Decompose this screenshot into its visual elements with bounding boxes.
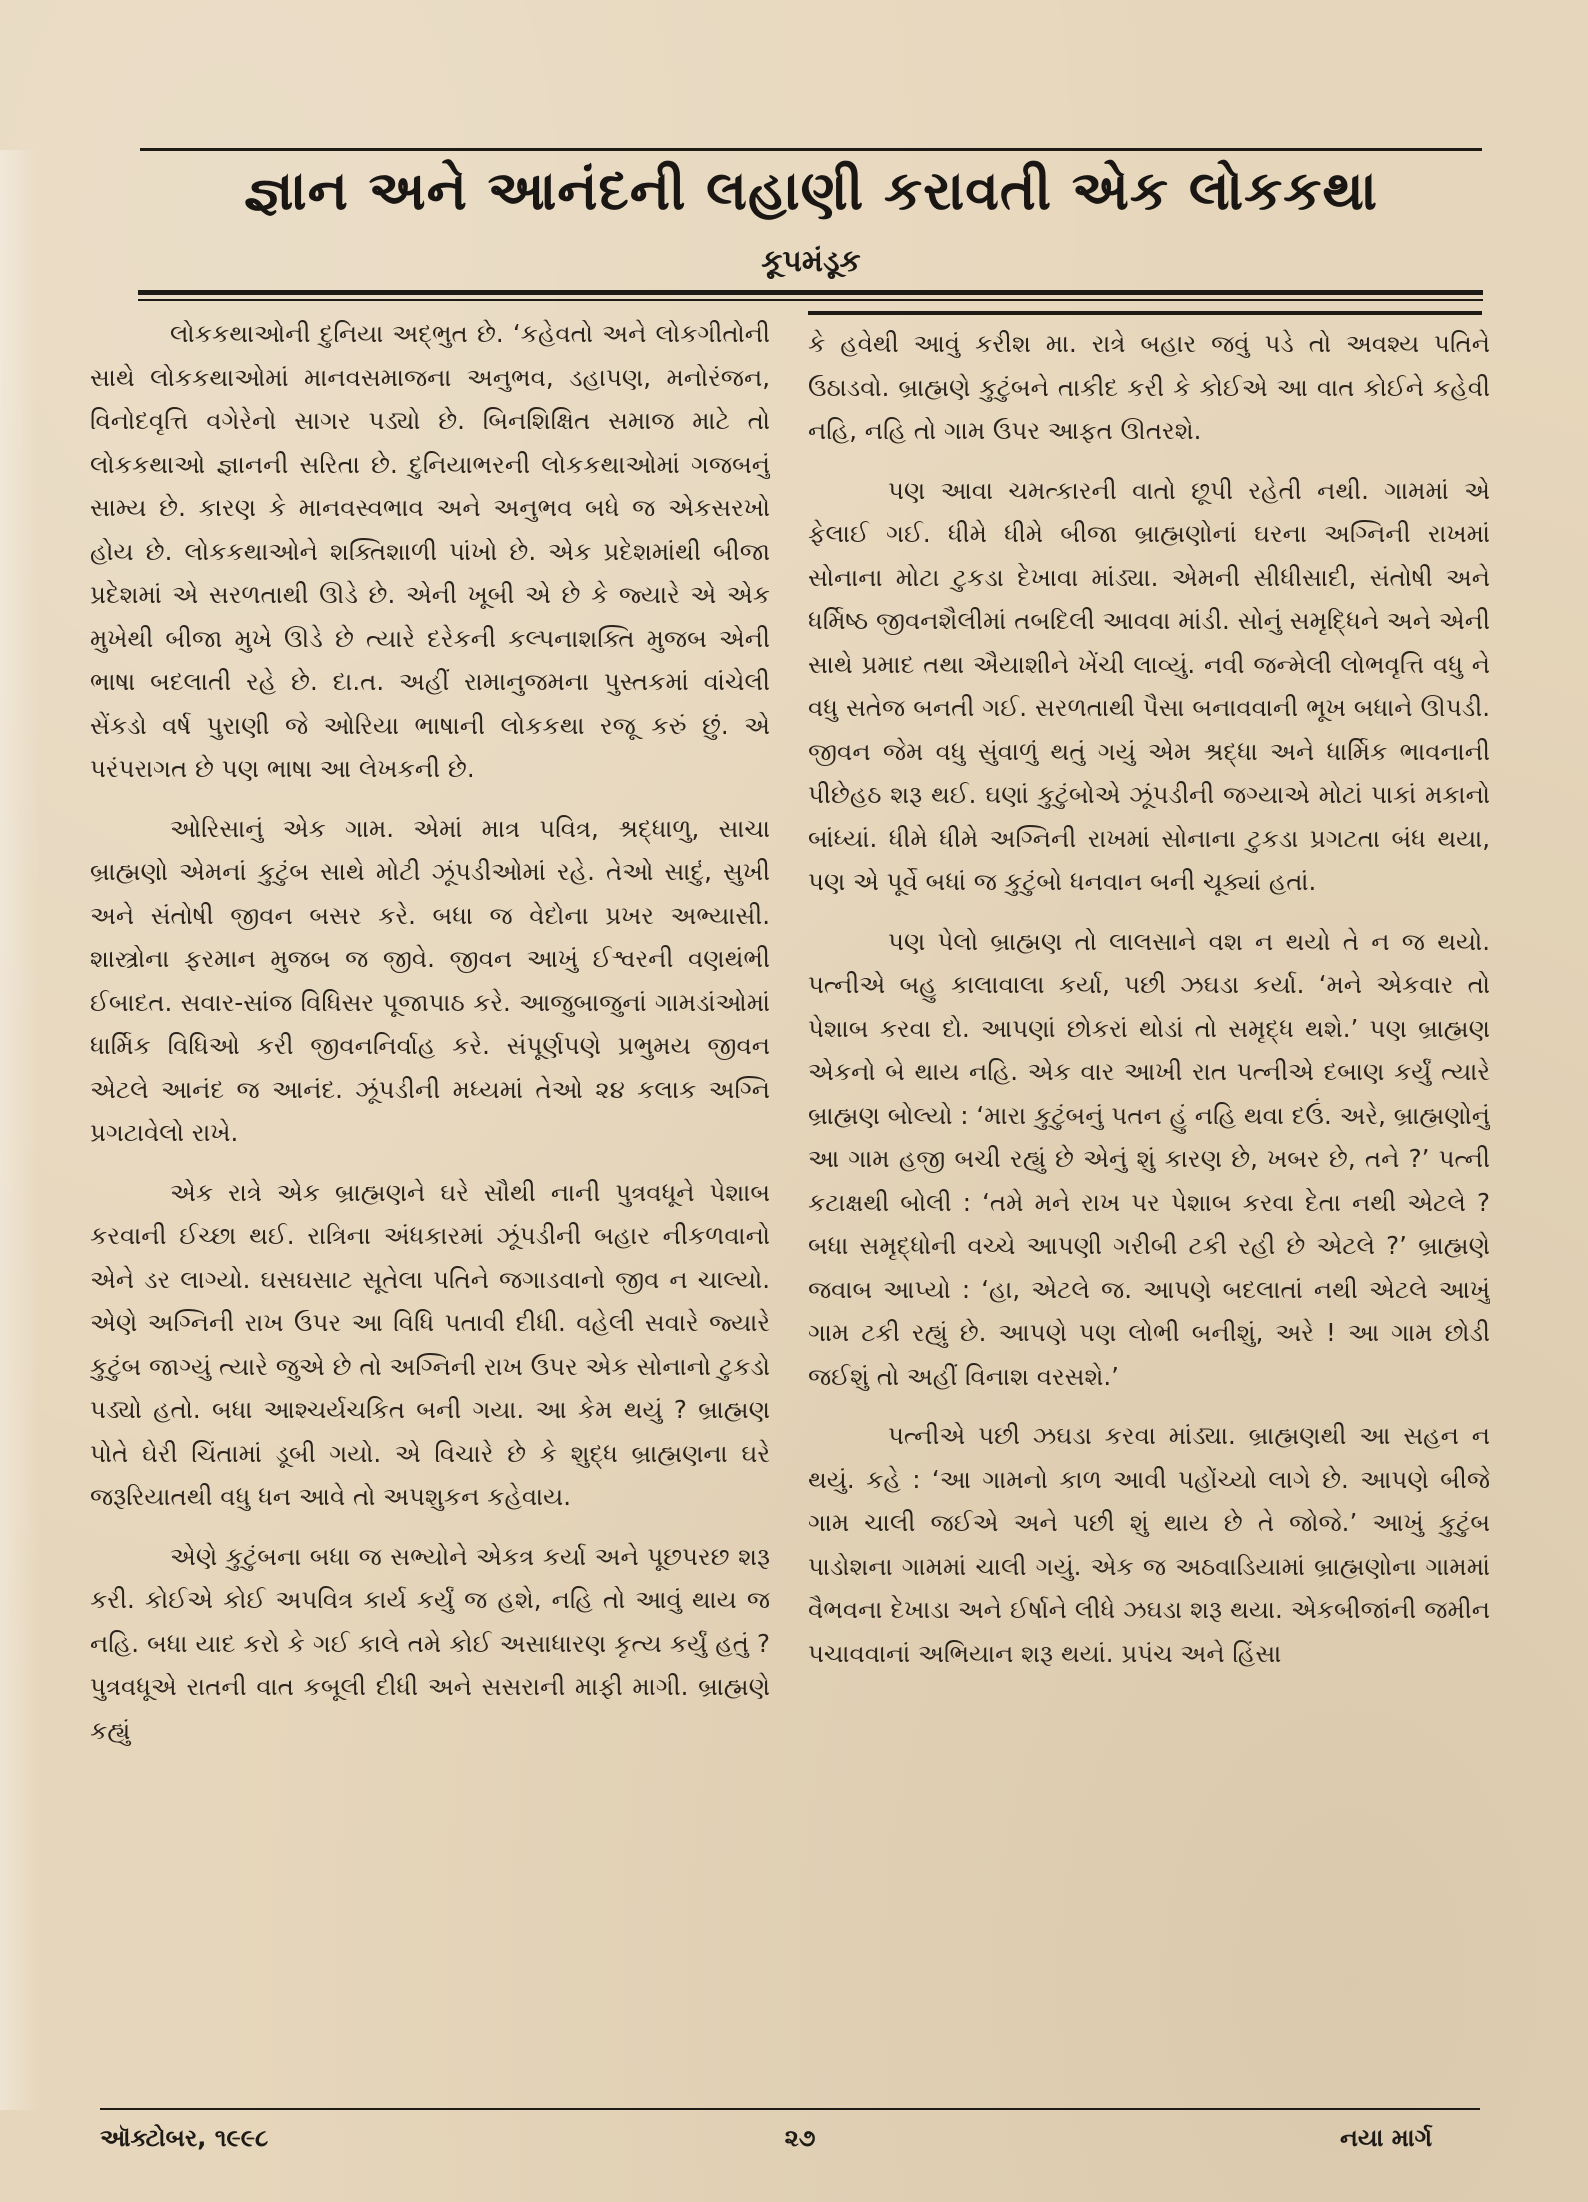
paragraph-continued: કે હવેથી આવું કરીશ મા. રાત્રે બહાર જવું પડે તો અવશ્ય પતિને ઉઠાડવો. બ્રાહ્મણે કુટુંબને તાકીદ કરી કે કોઈએ આ વાત કોઈને કહેવી નહિ, નહિ તો ગામ ઉપર આફત ઊતરશે. <box>808 329 1490 445</box>
magazine-name: નયા માર્ગ <box>1340 2124 1433 2152</box>
paragraph: લોકકથાઓની દુનિયા અદ્ભુત છે. ‘કહેવતો અને લોકગીતોની સાથે લોકકથાઓમાં માનવસમાજના અનુભવ, ડહાપણ, મનોરંજન, વિનોદવૃત્તિ વગેરેનો સાગર પડ્યો છે. બિનશિક્ષિત સમાજ માટે તો લોકકથાઓ જ્ઞાનની સરિતા છે. દુનિયાભરની લોકકથાઓમાં ગજબનું સામ્ય છે. કારણ કે માનવસ્વભાવ અને અનુભવ બધે જ એકસરખો હોય છે. લોકકથાઓને શક્તિશાળી પાંખો છે. એક પ્રદેશમાંથી બીજા પ્રદેશમાં એ સરળતાથી ઊડે છે. એની ખૂબી એ છે કે જ્યારે એ એક મુખેથી બીજા મુખે ઊડે છે ત્યારે દરેકની કલ્પનાશક્તિ મુજબ એની ભાષા બદલાતી રહે છે. દા.ત. અહીં રામાનુજમના પુસ્તકમાં વાંચેલી સેંકડો વર્ષ પુરાણી જે ઓરિયા ભાષાની લોકકથા રજૂ કરું છું. એ પરંપરાગત છે પણ ભાષા આ લેખકની છે. <box>90 319 770 783</box>
issue-date: ઑક્ટોબર, ૧૯૯૮ <box>100 2124 269 2152</box>
article-title: જ્ઞાન અને આનંદની લહાણી કરાવતી એક લોકકથા <box>243 159 1379 222</box>
paragraph: એક રાત્રે એક બ્રાહ્મણને ઘરે સૌથી નાની પુત્રવધૂને પેશાબ કરવાની ઈચ્છા થઈ. રાત્રિના અંધકારમાં ઝૂંપડીની બહાર નીકળવાનો એને ડર લાગ્યો. ઘસઘસાટ સૂતેલા પતિને જગાડવાનો જીવ ન ચાલ્યો. એણે અગ્નિની રાખ ઉપર આ વિધિ પતાવી દીધી. વહેલી સવારે જ્યારે કુટુંબ જાગ્યું ત્યારે જુએ છે તો અગ્નિની રાખ ઉપર એક સોનાનો ટુકડો પડ્યો હતો. બધા આશ્ચર્યચકિત બની ગયા. આ કેમ થયું ? બ્રાહ્મણ પોતે ઘેરી ચિંતામાં ડૂબી ગયો. એ વિચારે છે કે શુદ્ધ બ્રાહ્મણના ઘરે જરૂરિયાતથી વધુ ધન આવે તો અપશુકન કહેવાય. <box>90 1177 770 1511</box>
author-rule-thin <box>138 299 1483 301</box>
page-number: ૨૭ <box>784 2124 816 2152</box>
paragraph: પણ પેલો બ્રાહ્મણ તો લાલસાને વશ ન થયો તે ન જ થયો. પત્નીએ બહુ કાલાવાલા કર્યા, પછી ઝઘડા કર્યા. ‘મને એકવાર તો પેશાબ કરવા દો. આપણાં છોકરાં થોડાં તો સમૃદ્ધ થશે.’ પણ બ્રાહ્મણ એકનો બે થાય નહિ. એક વાર આખી રાત પત્નીએ દબાણ કર્યું ત્યારે બ્રાહ્મણ બોલ્યો : ‘મારા કુટુંબનું પતન હું નહિ થવા દઉં. અરે, બ્રાહ્મણોનું આ ગામ હજી બચી રહ્યું છે એનું શું કારણ છે, ખબર છે, તને ?’ પત્ની કટાક્ષથી બોલી : ‘તમે મને રાખ પર પેશાબ કરવા દેતા નથી એટલે ? બધા સમૃદ્ધોની વચ્ચે આપણી ગરીબી ટકી રહી છે એટલે ?’ બ્રાહ્મણે જવાબ આપ્યો : ‘હા, એટલે જ. આપણે બદલાતાં નથી એટલે આખું ગામ ટકી રહ્યું છે. આપણે પણ લોભી બનીશું, અરે ! આ ગામ છોડી જઈશું તો અહીં વિનાશ વરસશે.’ <box>808 926 1490 1391</box>
torn-left-edge <box>0 150 40 2110</box>
paragraph: પણ આવા ચમત્કારની વાતો છૂપી રહેતી નથી. ગામમાં એ ફેલાઈ ગઈ. ધીમે ધીમે બીજા બ્રાહ્મણોનાં ઘરના અગ્નિની રાખમાં સોનાના મોટા ટુકડા દેખાવા માંડ્યા. એમની સીધીસાદી, સંતોષી અને ધર્મિષ્ઠ જીવનશૈલીમાં તબદિલી આવવા માંડી. સોનું સમૃદ્ધિને અને એની સાથે પ્રમાદ તથા ઐયાશીને ખેંચી લાવ્યું. નવી જન્મેલી લોભવૃત્તિ વધુ ને વધુ સતેજ બનતી ગઈ. સરળતાથી પૈસા બનાવવાની ભૂખ બધાને ઊપડી. જીવન જેમ વધુ સુંવાળું થતું ગયું એમ શ્રદ્ધા અને ધાર્મિક ભાવનાની પીછેહઠ શરૂ થઈ. ઘણાં કુટુંબોએ ઝૂંપડીની જગ્યાએ મોટાં પાકાં મકાનો બાંધ્યાં. ધીમે ધીમે અગ્નિની રાખમાં સોનાના ટુકડા પ્રગટતા બંધ થયા, પણ એ પૂર્વે બધાં જ કુટુંબો ધનવાન બની ચૂક્યાં હતાં. <box>808 475 1490 896</box>
left-column <box>90 312 770 2097</box>
paragraph: પત્નીએ પછી ઝઘડા કરવા માંડ્યા. બ્રાહ્મણથી આ સહન ન થયું. કહે : ‘આ ગામનો કાળ આવી પહોંચ્યો લાગે છે. આપણે બીજે ગામ ચાલી જઈએ અને પછી શું થાય છે તે જોજે.’ આખું કુટુંબ પાડોશના ગામમાં ચાલી ગયું. એક જ અઠવાડિયામાં બ્રાહ્મણોના ગામમાં વૈભવના દેખાડા અને ઈર્ષાને લીધે ઝઘડા શરૂ થયા. એકબીજાંની જમીન પચાવવાનાં અભિયાન શરૂ થયાં. પ્રપંચ અને હિંસા <box>808 1421 1490 1668</box>
paragraph: એણે કુટુંબના બધા જ સભ્યોને એકત્ર કર્યા અને પૂછપરછ શરૂ કરી. કોઈએ કોઈ અપવિત્ર કાર્ય કર્યું જ હશે, નહિ તો આવું થાય જ નહિ. બધા યાદ કરો કે ગઈ કાલે તમે કોઈ અસાધારણ કૃત્ય કર્યું હતું ? પુત્રવધૂએ રાતની વાત કબૂલી દીધી અને સસરાની માફી માગી. બ્રાહ્મણે કહ્યું <box>90 1541 770 1745</box>
top-rule <box>140 148 1482 151</box>
author-rule-thick <box>138 290 1483 295</box>
paragraph: ઓરિસાનું એક ગામ. એમાં માત્ર પવિત્ર, શ્રદ્ધાળુ, સાચા બ્રાહ્મણો એમનાં કુટુંબ સાથે મોટી ઝૂંપડીઓમાં રહે. તેઓ સાદું, સુખી અને સંતોષી જીવન બસર કરે. બધા જ વેદોના પ્રખર અભ્યાસી. શાસ્ત્રોના ફરમાન મુજબ જ જીવે. જીવન આખું ઈશ્વરની વણથંભી ઈબાદત. સવાર-સાંજ વિધિસર પૂજાપાઠ કરે. આજુબાજુનાં ગામડાંઓમાં ધાર્મિક વિધિઓ કરી જીવનનિર્વાહ કરે. સંપૂર્ણપણે પ્રભુમય જીવન એટલે આનંદ જ આનંદ. ઝૂંપડીની મધ્યમાં તેઓ ૨૪ કલાક અગ્નિ પ્રગટાવેલો રાખે. <box>90 813 770 1147</box>
right-column-rule <box>808 311 1482 315</box>
footer-rule <box>100 2108 1480 2110</box>
article-author: કૂપમંડૂક <box>761 244 861 279</box>
right-column <box>808 322 1490 2097</box>
